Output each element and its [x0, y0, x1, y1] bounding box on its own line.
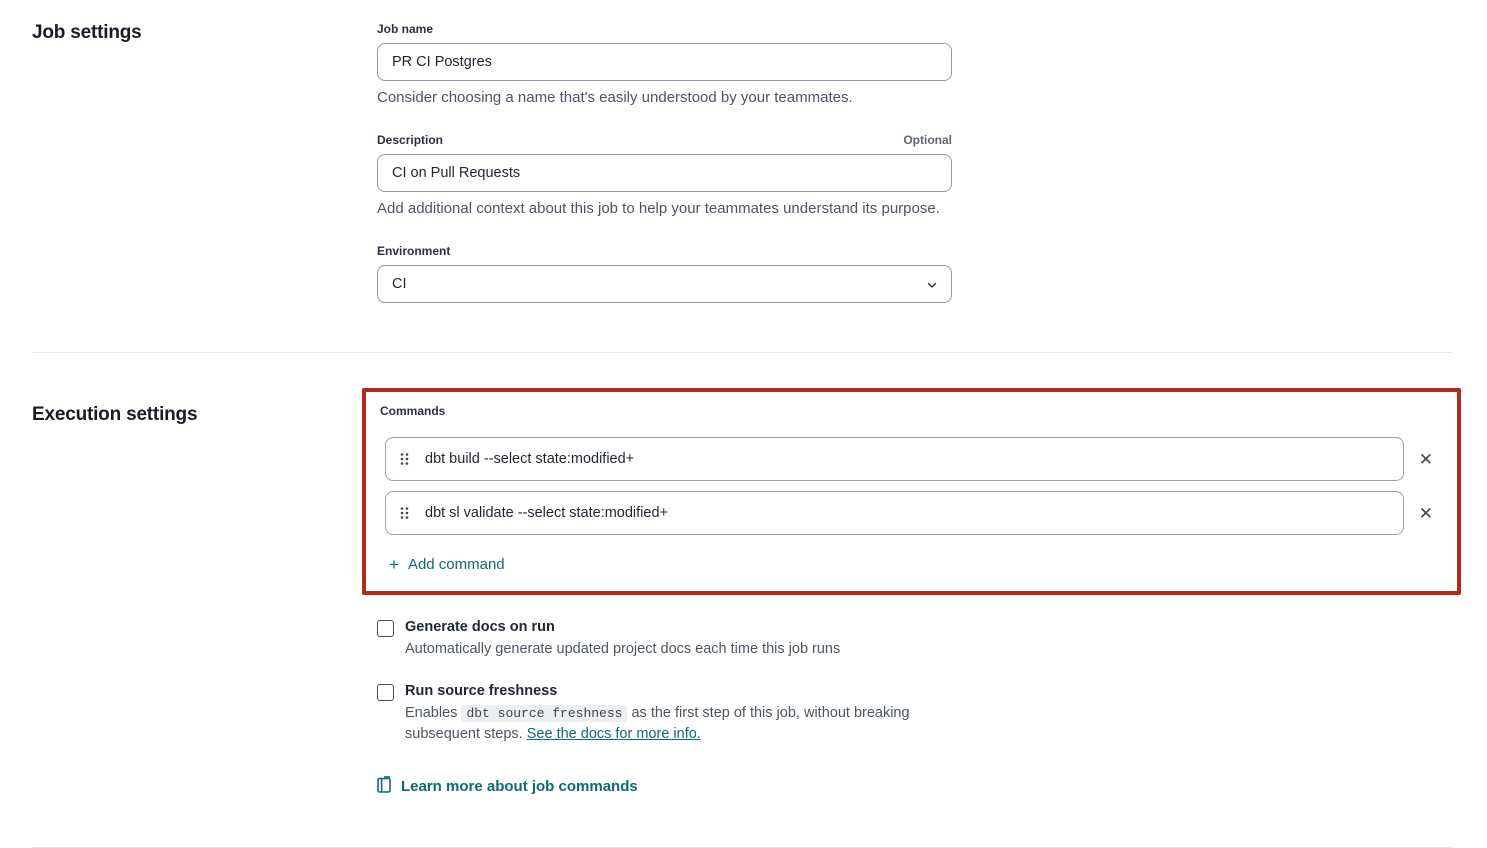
close-icon: ✕ [1418, 503, 1433, 523]
environment-label: Environment [377, 244, 451, 258]
freshness-text-before: Enables [405, 705, 462, 721]
add-command-button[interactable] [389, 556, 505, 573]
generate-docs-row [377, 619, 1452, 659]
job-name-label: Job name [377, 22, 434, 36]
see-docs-link[interactable]: See the docs for more info. [526, 726, 701, 742]
command-text: dbt build --select state:modified+ [425, 451, 635, 467]
remove-command-button[interactable] [1413, 447, 1439, 472]
generate-docs-body [405, 619, 840, 659]
source-freshness-checkbox[interactable] [377, 684, 394, 701]
gap [32, 798, 1452, 847]
description-label-row [377, 133, 952, 147]
description-optional-tag: Optional [903, 133, 952, 147]
command-input[interactable] [385, 491, 1404, 535]
environment-select-wrap [377, 265, 952, 303]
command-row [380, 491, 1439, 535]
plus-icon: + [389, 555, 399, 574]
command-row [380, 437, 1439, 481]
close-icon: ✕ [1418, 449, 1433, 469]
freshness-code-chip: dbt source freshness [461, 705, 627, 722]
learn-more-label: Learn more about job commands [401, 778, 638, 795]
book-icon [377, 776, 391, 797]
description-group [377, 133, 1452, 217]
remove-command-button[interactable] [1413, 501, 1439, 526]
generate-docs-label[interactable]: Generate docs on run [405, 619, 555, 635]
job-settings-form [377, 22, 1452, 303]
gap [32, 303, 1452, 352]
source-freshness-description [405, 703, 953, 744]
execution-settings-section [32, 353, 1452, 798]
job-settings-section [32, 22, 1452, 303]
job-name-group [377, 22, 1452, 106]
freshness-text-after: as the first step of this job, without breaking subsequent steps. [405, 705, 910, 742]
generate-docs-checkbox[interactable] [377, 620, 394, 637]
top-spacer [32, 0, 1452, 22]
job-settings-heading-col [32, 22, 377, 303]
commands-label: Commands [380, 404, 446, 418]
job-name-input[interactable] [377, 43, 952, 81]
add-command-label: Add command [407, 556, 505, 573]
source-freshness-body [405, 683, 953, 744]
description-helper: Add additional context about this job to help your teammates understand its purpose. [377, 200, 940, 217]
description-input[interactable] [377, 154, 952, 192]
execution-settings-heading-col [32, 388, 377, 798]
generate-docs-description: Automatically generate updated project docs each time this job runs [405, 641, 841, 657]
description-label: Description [377, 133, 444, 147]
job-name-helper: Consider choosing a name that's easily understood by your teammates. [377, 89, 853, 106]
job-settings-heading: Job settings [32, 22, 142, 43]
command-input[interactable] [385, 437, 1404, 481]
execution-settings-form [377, 388, 1452, 798]
chevron-down-icon [926, 278, 938, 296]
learn-more-link[interactable] [377, 776, 638, 797]
execution-settings-heading: Execution settings [32, 404, 198, 425]
environment-group [377, 244, 1452, 303]
drag-handle-icon[interactable] [399, 451, 410, 467]
drag-handle-icon[interactable] [399, 505, 410, 521]
source-freshness-row [377, 683, 1452, 744]
environment-selected-value: CI [392, 276, 407, 292]
environment-select[interactable] [377, 265, 952, 303]
commands-highlight-box [362, 388, 1461, 595]
source-freshness-label[interactable]: Run source freshness [405, 683, 558, 699]
command-text: dbt sl validate --select state:modified+ [425, 505, 668, 521]
